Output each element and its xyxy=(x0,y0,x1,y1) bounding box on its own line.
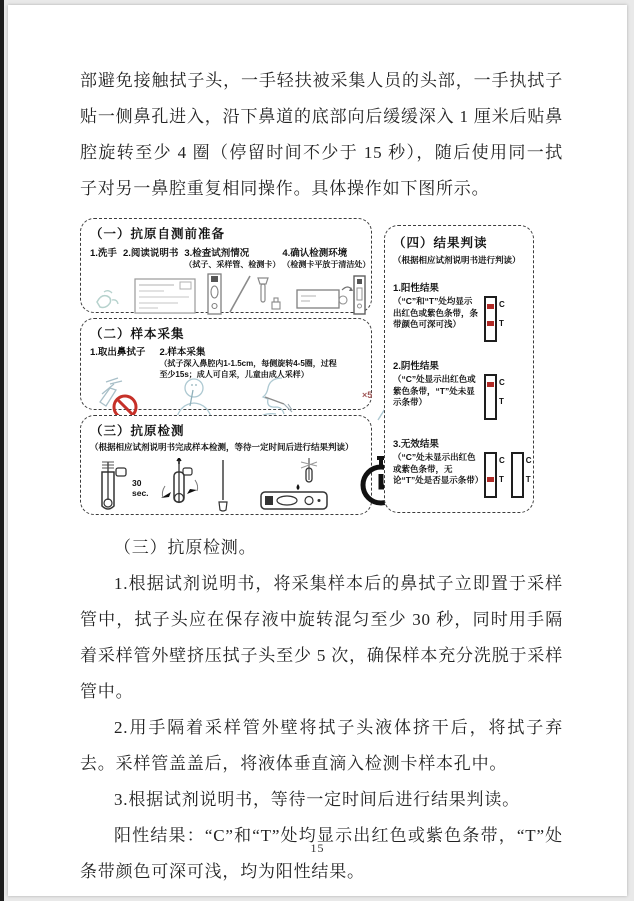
duration-label: 30 sec. xyxy=(132,478,149,498)
panel-sampling xyxy=(80,318,372,410)
drop-on-card-icon xyxy=(257,458,335,512)
section-heading: （三）抗原检测。 xyxy=(114,538,257,557)
discard-swab-icon xyxy=(217,460,229,512)
panel-interpretation-title: （四）结果判读 xyxy=(393,236,488,250)
prep-step-4-label: 4.确认检测环境 xyxy=(282,248,348,259)
squeeze-tube-icon xyxy=(157,458,201,512)
body-paragraph-4: 阳性结果：“C”和“T”处均显示出红色或紫色条带，“T”处条带颜色可深可浅，均为阳性结果。 xyxy=(80,826,563,881)
sampling-note: （拭子深入鼻腔内1-1.5cm，每侧旋转4-5圈，过程至少15s；成人可自采，儿童由成人采样） xyxy=(159,359,337,379)
test-strip-positive xyxy=(484,296,497,342)
strip-label-t: T xyxy=(499,475,504,484)
result-negative-heading: 2.阴性结果 xyxy=(393,361,439,372)
strip-band-t xyxy=(487,477,494,482)
body-paragraph-2: 2.用手隔着采样管外壁将拭子头液体挤干后，将拭子弃去。采样管盖盖后，将液体垂直滴入检测卡样本孔中。 xyxy=(80,718,563,773)
result-invalid-desc: （“C”处未显示出红色或紫色条带，无论“T”处是否显示条带） xyxy=(393,452,484,485)
result-invalid xyxy=(393,436,532,498)
strip-label-c: C xyxy=(499,456,505,465)
panel-preparation xyxy=(80,218,372,313)
rotate-times-label: ×5 xyxy=(362,390,373,400)
strip-label-c: C xyxy=(525,456,532,465)
body-paragraph-1: 1.根据试剂说明书，将采集样本后的鼻拭子立即置于采样管中，拭子头应在保存液中旋转混匀至少 30 秒，同时用手隔着采样管外壁挤压拭子头至少 5 次，确保样本充分洗脱于采样管中。 xyxy=(80,574,563,701)
test-strip-invalid-b xyxy=(511,452,524,498)
interpretation-note: （根据相应试剂说明书进行判读） xyxy=(393,255,521,265)
test-strip-negative xyxy=(484,374,497,420)
result-positive-desc: （“C”和“T”处均显示出红色或紫色条带，条带颜色可深可浅） xyxy=(393,296,479,329)
prep-step-2-label: 2.阅读说明书 xyxy=(122,248,179,259)
strip-band-c xyxy=(487,304,494,309)
result-invalid-heading: 3.无效结果 xyxy=(393,439,439,450)
strip-band-c xyxy=(487,382,494,387)
result-positive xyxy=(393,280,525,342)
panel-sampling-title: （二）样本采集 xyxy=(90,327,185,341)
hand-washing-icon xyxy=(92,286,122,314)
panel-interpretation xyxy=(384,225,534,513)
intro-paragraph: 部避免接触拭子头，一手轻扶被采集人员的头部，一手执拭子贴一侧鼻孔进入，沿下鼻道的底部向后缓缓深入 1 厘米后贴鼻腔旋转至少 4 圈（停留时间不少于 15 秒），随后使用同一拭子对另一鼻腔重复相同操作。具体操作如下图所示。 xyxy=(80,71,563,198)
prep-step-4-note: （检测卡平放于清洁处） xyxy=(282,260,371,269)
instruction-sheet-icon xyxy=(134,278,196,314)
strip-label-c: C xyxy=(499,378,505,387)
panel-preparation-title: （一）抗原自测前准备 xyxy=(90,227,226,241)
prep-step-3-note: （拭子、采样管、检测卡） xyxy=(184,260,281,269)
result-positive-heading: 1.阳性结果 xyxy=(393,283,439,294)
prep-step-3-label: 3.检查试剂情况 xyxy=(184,248,250,259)
panel-testing-title: （三）抗原检测 xyxy=(90,424,185,438)
instruction-diagram xyxy=(80,218,563,520)
sampling-step-1-label: 1.取出鼻拭子 xyxy=(90,347,146,358)
strip-label-t: T xyxy=(499,319,504,328)
sampling-step-2-label: 2.样本采集 xyxy=(159,347,206,358)
result-negative xyxy=(393,358,525,420)
scan-left-edge xyxy=(0,0,4,901)
body-paragraph-3: 3.根据试剂说明书，等待一定时间后进行结果判读。 xyxy=(114,790,520,809)
result-negative-desc: （“C”处显示出红色或紫色条带，“T”处未显示条带） xyxy=(393,374,476,407)
strip-label-c: C xyxy=(499,300,505,309)
page-number: 15 xyxy=(310,841,325,855)
strip-label-t: T xyxy=(499,397,504,406)
swab-in-tube-icon xyxy=(94,460,128,512)
prep-step-1-label: 1.洗手 xyxy=(90,248,117,259)
strip-band-t xyxy=(487,321,494,326)
test-strip-invalid-a xyxy=(484,452,497,498)
strip-label-t: T xyxy=(525,475,531,484)
document-page xyxy=(8,5,627,896)
testing-note: （根据相应试剂说明书完成样本检测，等待一定时间后进行结果判读） xyxy=(90,442,354,452)
panel-testing xyxy=(80,415,372,515)
test-environment-icon xyxy=(296,274,366,316)
test-kit-icon xyxy=(206,272,282,316)
